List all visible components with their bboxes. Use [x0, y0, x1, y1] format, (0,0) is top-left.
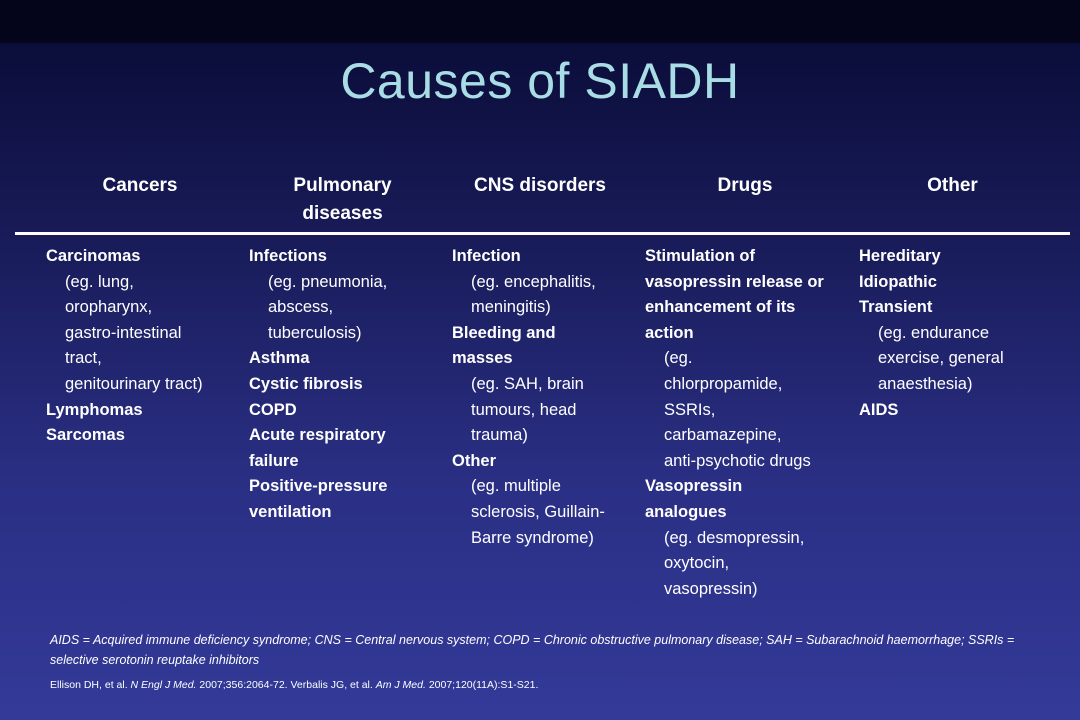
column-other	[859, 244, 1059, 423]
column-header-line: Other	[927, 175, 978, 196]
cause-example: (eg.	[664, 349, 693, 368]
column-pulmonary-diseases	[249, 244, 449, 526]
cause-item: masses	[452, 349, 513, 368]
cause-item: ventilation	[249, 502, 332, 521]
cause-example: SSRIs,	[664, 400, 716, 419]
cause-item: Transient	[859, 298, 933, 317]
reference-details: 2007;356:2064-72.	[199, 679, 288, 691]
cause-example: anti-psychotic drugs	[664, 451, 811, 470]
cause-example: vasopressin)	[664, 579, 758, 598]
cause-example: chlorpropamide,	[664, 374, 783, 393]
reference-journal: N Engl J Med.	[130, 679, 200, 691]
cause-example: (eg. encephalitis,	[471, 272, 596, 291]
slide-title: Causes of SIADH	[340, 53, 740, 109]
cause-item: Hereditary	[859, 247, 941, 265]
reference-item	[50, 679, 288, 691]
cause-example: carbamazepine,	[664, 426, 782, 445]
reference-details: 2007;120(11A):S1-S21.	[428, 679, 539, 691]
cause-example: exercise, general	[878, 349, 1004, 368]
cause-item: failure	[249, 451, 299, 470]
column-header-line: CNS disorders	[474, 175, 606, 196]
cause-item: vasopressin release or	[645, 272, 824, 291]
cause-example: (eg. SAH, brain	[471, 374, 584, 393]
cause-example: (eg. desmopressin,	[664, 528, 805, 547]
cause-example: (eg. endurance	[878, 323, 989, 342]
cause-example: (eg. lung,	[65, 272, 134, 291]
cause-example: Barre syndrome)	[471, 528, 594, 547]
cause-item: Lymphomas	[46, 400, 143, 419]
column-header-line: Pulmonary	[293, 175, 392, 196]
header-pulmonary-diseases	[240, 172, 445, 228]
table-headers	[0, 172, 1080, 232]
cause-example: anaesthesia)	[878, 374, 973, 393]
reference-authors: Ellison DH, et al.	[50, 679, 131, 691]
cause-example: genitourinary tract)	[65, 374, 203, 393]
cause-item: AIDS	[859, 400, 899, 419]
header-divider	[15, 232, 1070, 235]
column-header-line: Drugs	[717, 175, 773, 196]
cause-example: abscess,	[268, 298, 334, 317]
cause-item: Infections	[249, 247, 327, 265]
cause-item: Acute respiratory	[249, 426, 386, 445]
cause-example: tumours, head	[471, 400, 577, 419]
cause-item: Infection	[452, 247, 521, 265]
cause-item: Asthma	[249, 349, 310, 368]
column-drugs	[645, 244, 855, 602]
cause-example: tract,	[65, 349, 102, 368]
cause-example: (eg. multiple	[471, 477, 561, 496]
reference-authors: Verbalis JG, et al.	[290, 679, 376, 691]
cause-item: Other	[452, 451, 497, 470]
cause-example: meningitis)	[471, 298, 551, 317]
cause-example: sclerosis, Guillain-	[471, 502, 605, 521]
references	[50, 678, 538, 692]
cause-example: trauma)	[471, 426, 528, 445]
header-cns-disorders	[440, 172, 640, 200]
header-drugs	[645, 172, 845, 200]
cause-item: analogues	[645, 502, 727, 521]
cause-item: Carcinomas	[46, 247, 141, 265]
cause-example: (eg. pneumonia,	[268, 272, 388, 291]
reference-item	[291, 679, 539, 691]
cause-example: tuberculosis)	[268, 323, 362, 342]
column-cns-disorders	[452, 244, 642, 551]
cause-item: action	[645, 323, 694, 342]
column-cancers	[46, 244, 246, 449]
cause-item: Sarcomas	[46, 426, 125, 445]
cause-item: Positive-pressure	[249, 477, 388, 496]
column-header-line: Cancers	[102, 175, 178, 196]
cause-example: oropharynx,	[65, 298, 153, 317]
column-header-line: diseases	[302, 203, 383, 224]
cause-item: COPD	[249, 400, 297, 419]
header-other	[855, 172, 1050, 200]
cause-item: Vasopressin	[645, 477, 743, 496]
cause-item: Bleeding and	[452, 323, 556, 342]
cause-item: Stimulation of	[645, 247, 755, 265]
cause-item: enhancement of its	[645, 298, 796, 317]
abbreviations-footnote: AIDS = Acquired immune deficiency syndrome; CNS = Central nervous system; COPD = Chronic obstructive pulmonary disease; SAH = Subarachnoid haemorrhage; SSRIs = selective serotonin reuptake inhibitors	[50, 633, 1015, 667]
header-cancers	[40, 172, 240, 200]
reference-journal: Am J Med.	[375, 679, 429, 691]
cause-example: oxytocin,	[664, 554, 730, 573]
cause-example: gastro-intestinal	[65, 323, 182, 342]
cause-item: Idiopathic	[859, 272, 937, 291]
cause-item: Cystic fibrosis	[249, 374, 363, 393]
